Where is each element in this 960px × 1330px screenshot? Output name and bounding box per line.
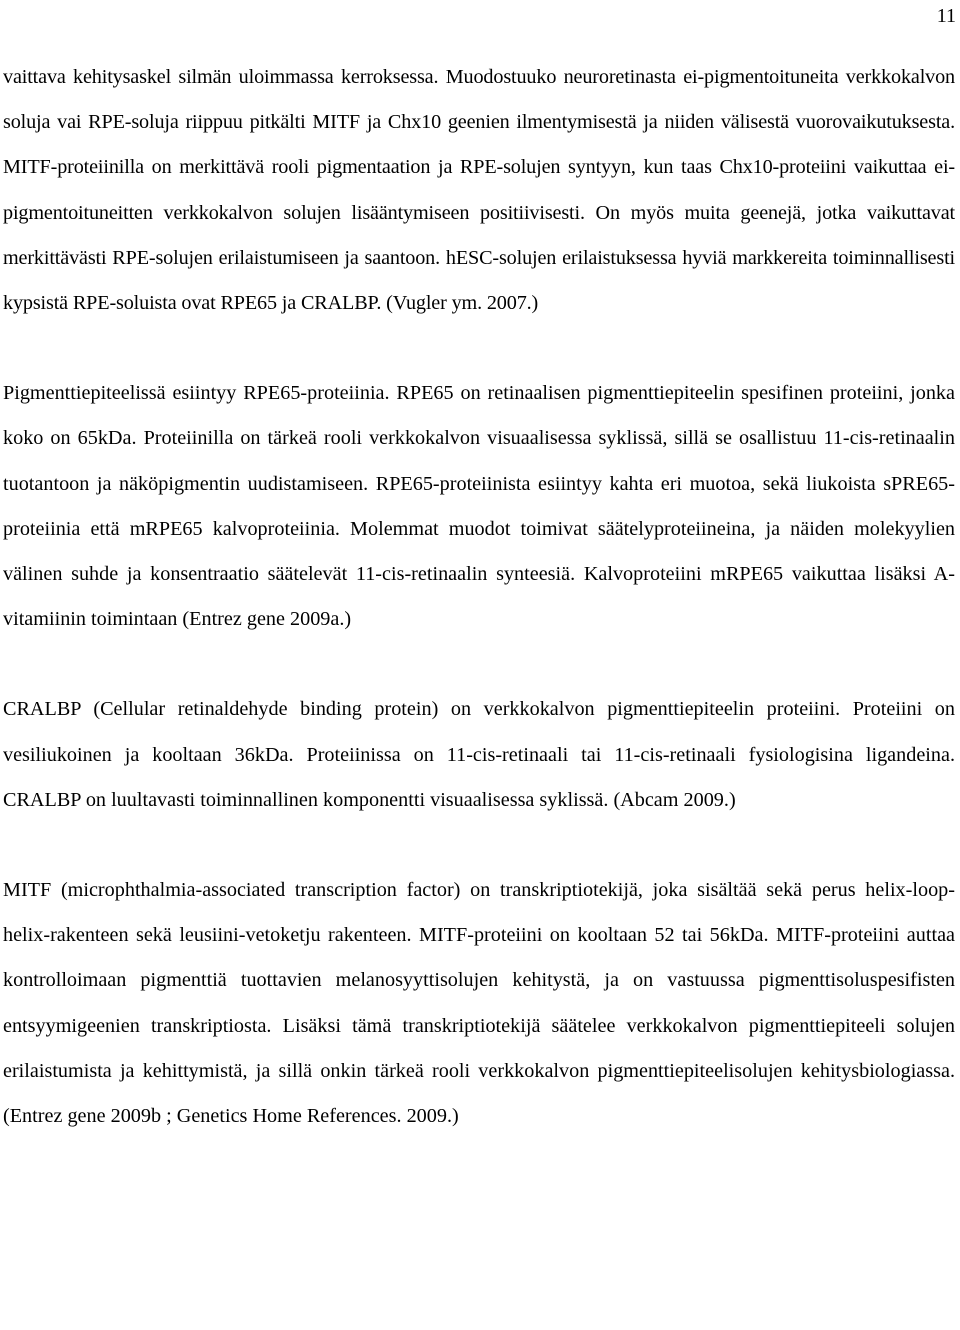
page-number: 11 [936,5,956,27]
document-body [3,55,955,1139]
paragraph-gap [3,642,955,687]
paragraph-gap [3,326,955,371]
paragraph-cralbp: CRALBP (Cellular retinaldehyde binding protein) on verkkokalvon pigmenttiepiteelin proteiini. Proteiini on vesiliukoinen ja kooltaan 36kDa. Proteiinissa on 11-cis-retinaali tai 11-cis-retinaali fysiologisina ligandeina. CRALBP on luultavasti toiminnallinen komponentti visuaalisessa syklissä. (Abcam 2009.) [3,698,955,811]
paragraph-rpe65: Pigmenttiepiteelissä esiintyy RPE65-proteiinia. RPE65 on retinaalisen pigmenttiepiteelin spesifinen proteiini, jonka koko on 65kDa. Proteiinilla on tärkeä rooli verkkokalvon visuaalisessa syklissä, sillä se osallistuu 11-cis-retinaalin tuotantoon ja näköpigmentin uudistamiseen. RPE65-proteiinista esiintyy kahta eri muotoa, sekä liukoista sPRE65-proteiinia että mRPE65 kalvoproteiinia. Molemmat muodot toimivat säätelyproteiineina, ja näiden molekyylien välinen suhde ja konsentraatio säätelevät 11-cis-retinaalin synteesiä. Kalvoproteiini mRPE65 vaikuttaa lisäksi A-vitamiinin toimintaan (Entrez gene 2009a.) [3,382,955,631]
paragraph-mitf: MITF (microphthalmia-associated transcription factor) on transkriptiotekijä, joka sisältää sekä perus helix-loop-helix-rakenteen sekä leusiini-vetoketju rakenteen. MITF-proteiini on kooltaan 52 tai 56kDa. MITF-proteiini auttaa kontrolloimaan pigmenttiä tuottavien melanosyyttisolujen kehitystä, ja on vastuussa pigmenttisoluspesifisten entsyymigeenien transkriptiosta. Lisäksi tämä transkriptiotekijä säätelee verkkokalvon pigmenttiepiteeli solujen erilaistumista ja kehittymistä, ja sillä onkin tärkeä rooli verkkokalvon pigmenttiepiteelisolujen kehitysbiologiassa. (Entrez gene 2009b ; Genetics Home References. 2009.) [3,879,955,1128]
paragraph-rpe-development: vaittava kehitysaskel silmän uloimmassa kerroksessa. Muodostuuko neuroretinasta ei-pigmentoituneita verkkokalvon soluja vai RPE-soluja riippuu pitkälti MITF ja Chx10 geenien ilmentymisestä ja niiden välisestä vuorovaikutuksesta. MITF-proteiinilla on merkittävä rooli pigmentaation ja RPE-solujen syntyyn, kun taas Chx10-proteiini vaikuttaa ei-pigmentoituneitten verkkokalvon solujen lisääntymiseen positiivisesti. On myös muita geenejä, jotka vaikuttavat merkittävästi RPE-solujen erilaistumiseen ja saantoon. hESC-solujen erilaistuksessa hyviä markkereita toiminnallisesti kypsistä RPE-soluista ovat RPE65 ja CRALBP. (Vugler ym. 2007.) [3,66,955,315]
paragraph-gap [3,823,955,868]
